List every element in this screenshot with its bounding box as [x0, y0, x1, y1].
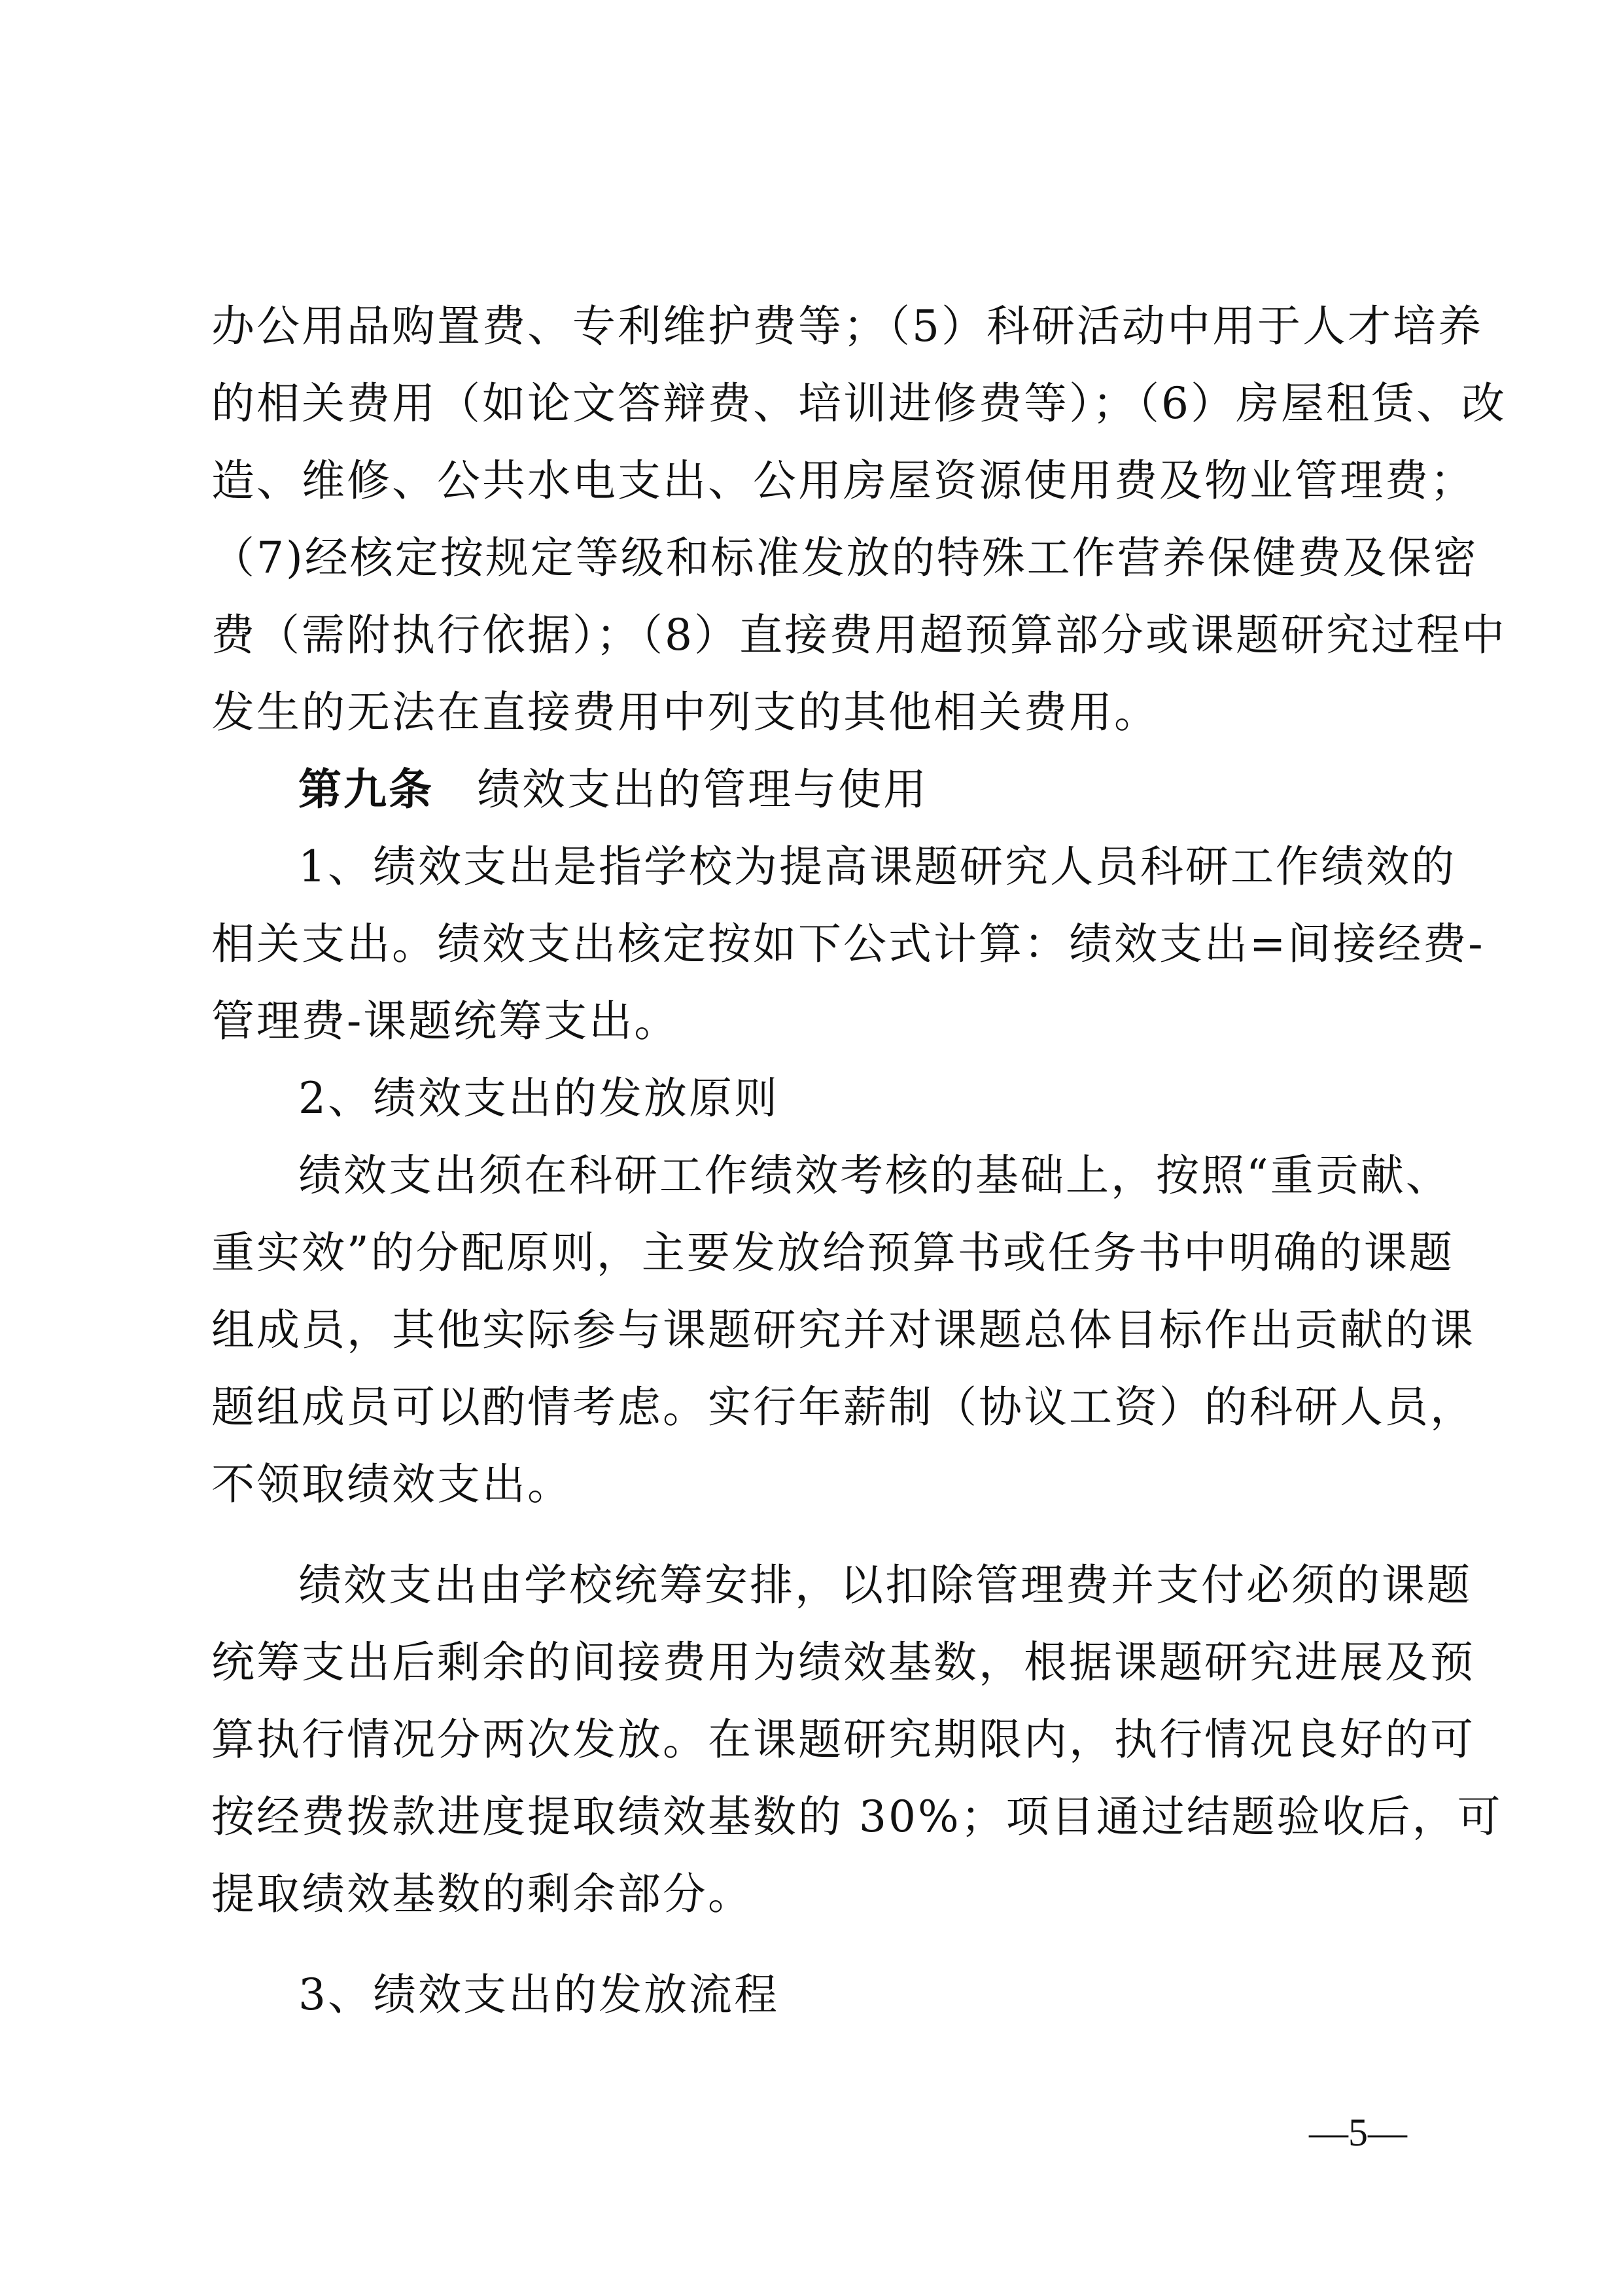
section-1-line: 1、绩效支出是指学校为提高课题研究人员科研工作绩效的 [298, 841, 1456, 892]
text-line: 发生的无法在直接费用中列支的其他相关费用。 [211, 687, 1159, 737]
section-2-para2-line: 提取绩效基数的剩余部分。 [211, 1869, 753, 1919]
article-heading [211, 751, 1408, 828]
section-2-para1-line: 组成员，其他实际参与课题研究并对课题总体目标作出贡献的课 [211, 1305, 1475, 1355]
section-2-title: 2、绩效支出的发放原则 [298, 1073, 779, 1123]
section-2-para2-line: 算执行情况分两次发放。在课题研究期限内，执行情况良好的可 [211, 1714, 1475, 1765]
section-2-para1-line: 重实效”的分配原则，主要发放给预算书或任务书中明确的课题 [211, 1227, 1454, 1278]
text-line: 办公用品购置费、专利维护费等；（5）科研活动中用于人才培养 [211, 301, 1483, 351]
text-line: 造、维修、公共水电支出、公用房屋资源使用费及物业管理费； [211, 455, 1475, 506]
page-number: —5— [1309, 2111, 1407, 2154]
text-line: 费（需附执行依据）；（8）直接费用超预算部分或课题研究过程中 [211, 610, 1507, 660]
section-1-line: 管理费-课题统筹支出。 [211, 996, 680, 1046]
section-3-title: 3、绩效支出的发放流程 [298, 1969, 779, 2020]
section-2-para1-line: 不领取绩效支出。 [211, 1459, 572, 1510]
text-line: 的相关费用（如论文答辩费、培训进修费等）；（6）房屋租赁、改 [211, 378, 1507, 429]
section-2-para2-line: 统筹支出后剩余的间接费用为绩效基数，根据课题研究进展及预 [211, 1637, 1475, 1687]
section-2-para2-line: 按经费拨款进度提取绩效基数的 30%；项目通过结题验收后，可 [211, 1792, 1503, 1842]
article-title: 绩效支出的管理与使用 [477, 764, 928, 815]
body-text [211, 288, 1507, 2034]
text-line: （7)经核定按规定等级和标准发放的特殊工作营养保健费及保密 [211, 533, 1478, 583]
section-1-line: 相关支出。绩效支出核定按如下公式计算：绩效支出=间接经费- [211, 919, 1485, 969]
section-2-para2-line: 绩效支出由学校统筹安排，以扣除管理费并支付必须的课题 [298, 1560, 1472, 1610]
section-2-para1-line: 题组成员可以酌情考虑。实行年薪制（协议工资）的科研人员， [211, 1382, 1475, 1432]
section-2-para1-line: 绩效支出须在科研工作绩效考核的基础上，按照“重贡献、 [298, 1150, 1451, 1201]
article-label: 第九条 [298, 764, 434, 815]
